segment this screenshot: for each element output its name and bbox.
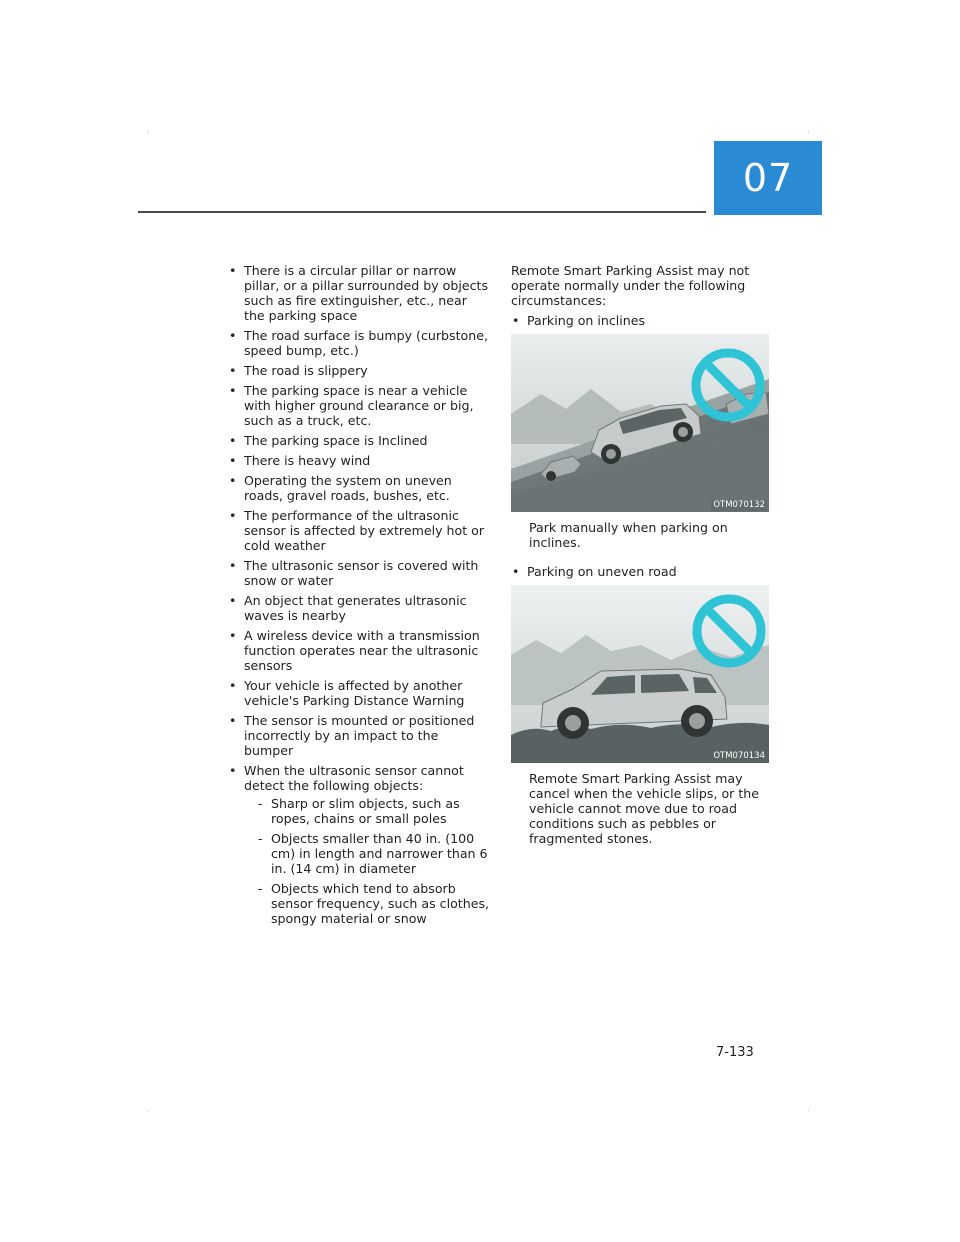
list-item: • Operating the system on uneven roads, gravel roads, bushes, etc. [228, 473, 490, 503]
figure-code: OTM070134 [713, 751, 765, 761]
crop-mark [148, 1110, 149, 1111]
list-item: • A wireless device with a transmission function operates near the ultrasonic sensors [228, 628, 490, 673]
list-item: • The parking space is Inclined [228, 433, 490, 448]
figure-code: OTM070132 [713, 500, 765, 510]
list-item: • An object that generates ultrasonic waves is nearby [228, 593, 490, 623]
crop-mark [148, 132, 149, 133]
condition-list [228, 263, 490, 926]
list-item: • The ultrasonic sensor is covered with snow or water [228, 558, 490, 588]
list-item: • There is heavy wind [228, 453, 490, 468]
list-item: • The road surface is bumpy (curbstone, speed bump, etc.) [228, 328, 490, 358]
chapter-tab: 07 [714, 141, 822, 215]
list-item: • The road is slippery [228, 363, 490, 378]
figure-uneven-road [511, 585, 769, 763]
figure-incline [511, 334, 769, 512]
figure-caption: Park manually when parking on inclines. [529, 520, 728, 550]
figure-caption: Remote Smart Parking Assist may cancel when the vehicle slips, or the vehicle cannot move due to road conditions such as pebbles or fragmented stones. [529, 771, 760, 846]
list-item: • There is a circular pillar or narrow pillar, or a pillar surrounded by objects such as fire extinguisher, etc., near the parking space [228, 263, 490, 323]
list-item: • The parking space is near a vehicle with higher ground clearance or big, such as a truck, etc. [228, 383, 490, 428]
sub-list [244, 796, 490, 926]
list-item: • Your vehicle is affected by another vehicle's Parking Distance Warning [228, 678, 490, 708]
incline-illustration [511, 334, 769, 512]
list-item: • The sensor is mounted or positioned incorrectly by an impact to the bumper [228, 713, 490, 758]
crop-mark [808, 132, 809, 133]
crop-mark [808, 1110, 809, 1111]
left-column [228, 263, 490, 931]
intro-paragraph: Remote Smart Parking Assist may not operate normally under the following circumstances: [511, 263, 750, 308]
list-item: • The performance of the ultrasonic sensor is affected by extremely hot or cold weather [228, 508, 490, 553]
list-item: • Parking on uneven road [511, 564, 771, 579]
right-column [511, 263, 771, 860]
circumstance-list-1 [511, 313, 771, 328]
uneven-road-illustration [511, 585, 769, 763]
sub-list-item: - Objects smaller than 40 in. (100 cm) in length and narrower than 6 in. (14 cm) in diameter [257, 831, 490, 876]
sub-list-item: - Sharp or slim objects, such as ropes, chains or small poles [257, 796, 490, 826]
list-item [228, 763, 490, 926]
circumstance-list-2 [511, 564, 771, 579]
list-item: • Parking on inclines [511, 313, 771, 328]
sub-list-item: - Objects which tend to absorb sensor frequency, such as clothes, spongy material or snow [257, 881, 490, 926]
page-number: 7-133 [716, 1045, 754, 1060]
header-rule [138, 211, 706, 213]
list-item-text: When the ultrasonic sensor cannot detect the following objects: [244, 763, 464, 793]
